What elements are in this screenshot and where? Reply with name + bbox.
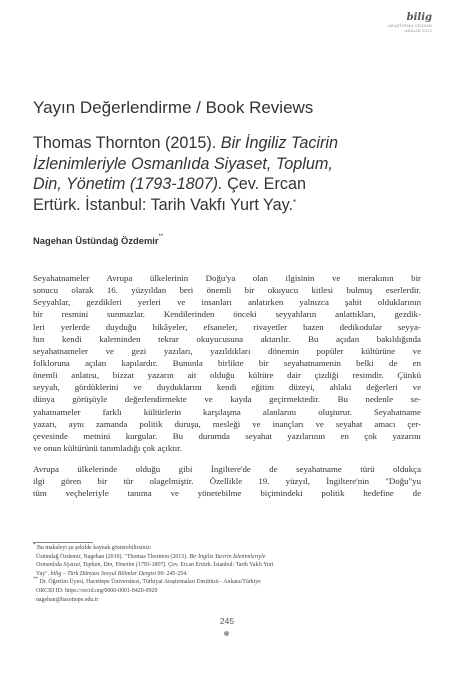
- journal-logo: [388, 12, 432, 33]
- footnote-2-line-1: [33, 578, 421, 587]
- p1-line: Seyyahlar, gezdikleri yerleri ve insanları anlatırken yalnızca şahit olduklarının: [33, 297, 421, 308]
- p1-line: sonucu olarak 16. yüzyıldan beri önemli bir okuyucu kitlesi bulmuş eserlerdir.: [33, 285, 421, 296]
- p2-line: Avrupa ülkelerinde olduğu gibi İngiltere'de de seyahatname türü oldukça: [33, 464, 421, 474]
- footnote-1-italic: Bir İngiliz Tacirin İzlenimleriyle: [189, 553, 266, 560]
- p1-line: çevesinde metnini kurgular. Bu durumda seyahat yazılarının en çok yazarını: [33, 430, 421, 441]
- footnote-1-line-4: [33, 570, 421, 579]
- p1-line: seyahatnameler ve gezi yazıları, yazıldıkları dönemin popüler kültürüne ve: [33, 345, 421, 356]
- footnote-1-text: Yay".: [35, 570, 50, 577]
- footnote-2-line-2: [33, 587, 421, 596]
- p1-line: folkloruna açılan kapılardır. Bununla birlikte bir seyahatnamenin belki de en: [33, 357, 421, 368]
- footnote-1-line-3: [33, 561, 421, 570]
- p1-line: leri yerlerde duyduğu hikâyeler, efsaneler, rivayetler bazen dedikodular seyya-: [33, 321, 421, 332]
- footnotes: [33, 544, 421, 604]
- p1-line: yazarı, aynı zamanda politik duruşu, mesleği ve inançları ve seyahat amacı çer-: [33, 418, 421, 429]
- author-email-link[interactable]: nagehan@hacettepe.edu.tr: [35, 596, 99, 603]
- title-tail-1: Çev. Ercan: [227, 175, 306, 193]
- author-name: [33, 235, 163, 246]
- footnote-1-text: Bu makaleyi şu şekilde kaynak gösterebilirsiniz:: [36, 545, 152, 551]
- title-italic-2: İzlenimleriyle Osmanlıda Siyaset, Toplum,: [33, 154, 333, 173]
- p1-line: seyyah, gördüklerini ve duyduklarını kendi eğitim düzeyi, ahlaki değerleri ve: [33, 382, 421, 393]
- footnote-2-text: Dr. Öğretim Üyesi, Hacettepe Üniversitesi, Türkiyat Araştırmaları Enstitüsü - Ankara/Türkiye: [39, 579, 261, 586]
- footnote-1-text: 90: 245-254.: [157, 570, 188, 577]
- footnote-1-marker: *: [33, 543, 36, 548]
- title-italic-1: Bir İngiliz Tacirin: [220, 134, 339, 152]
- title-italic-3: Din, Yönetim (1793-1807).: [33, 175, 223, 193]
- orcid-link[interactable]: ORCID ID: https://orcid.org/0000-0001-8420-0920: [35, 587, 158, 594]
- author-name-text: Nagehan Üstündağ Özdemir: [33, 235, 159, 246]
- p2-line: tüm veçheleriyle tanıma ve yönetebilme biçimindeki politik hedefine de: [33, 488, 421, 499]
- footnote-1-line-2: [33, 553, 421, 562]
- p1-line: Seyahatnameler Avrupa ülkelerinin Doğu'ya olan ilgisinin ve merakının bir: [33, 273, 421, 283]
- p1-line: ve onun kültürünü tanımladığı çok açıktır.: [33, 442, 182, 453]
- review-title: [33, 133, 421, 215]
- journal-name: bilig: [406, 12, 432, 23]
- footnote-1-italic: bilig – Türk Dünyası Sosyal Bilimler Dergisi: [50, 570, 157, 577]
- p1-line: önemli anlatısı, bizzat yazarın ait olduğu kültüre dair çizdiği resimdir. Çünkü: [33, 370, 421, 381]
- footnote-1-text: Çev. Ercan Ertürk. İstanbul: Tarih Vakfı Yurt: [168, 562, 274, 569]
- page-dot-ornament: [224, 631, 229, 636]
- footnote-1-italic: Osmanlıda Siyaset, Toplum, Din, Yönetim (1793-1807).: [35, 562, 167, 569]
- p1-line: bir resmini sunmazlar. Kendilerinden önceki seyyahların anlattıkları, gezdik-: [33, 309, 421, 320]
- section-heading: Yayın Değerlendirme / Book Reviews: [33, 98, 314, 117]
- page-number: 245: [219, 616, 235, 626]
- journal-subtitle-1: ARAŞTIRMA ORTAMI: [387, 23, 432, 28]
- footnote-1-line-1: [33, 544, 421, 553]
- footnote-1-text: Üstündağ Özdemir, Nagehan (2019). "Thomas Thornton (2015).: [35, 553, 188, 560]
- title-lead: Thomas Thornton (2015).: [33, 134, 217, 152]
- author-footnote-marker[interactable]: **: [158, 234, 164, 240]
- journal-subtitle-2: ARALIK 2022: [404, 28, 432, 33]
- p1-line: hın kendi kaleminden tekrar okuyucusuna aktarılır. Bu açıdan bakıldığında: [33, 333, 421, 344]
- title-tail-2: Ertürk. İstanbul: Tarih Vakfı Yurt Yay.: [33, 195, 294, 214]
- footnote-2-line-3: [33, 596, 421, 605]
- paragraph-2: [33, 463, 421, 499]
- title-footnote-marker[interactable]: *: [293, 197, 297, 207]
- paragraph-1: [33, 272, 421, 454]
- footnote-divider: [33, 542, 93, 543]
- p1-line: yahatnameler farklı kültürlerin karşılaşma alanlarını oluşturur. Seyahatname: [33, 406, 421, 417]
- p1-line: dünya görüşüyle değerlendirmekte ve kayda geçirmektedir. Bu nedenle se-: [33, 394, 421, 405]
- footnote-2-marker: **: [33, 577, 38, 583]
- p2-line: ilgi gören bir tür olagelmiştir. Özellikle 19. yüzyıl, İngiltere'nin "Doğu"yu: [33, 476, 421, 487]
